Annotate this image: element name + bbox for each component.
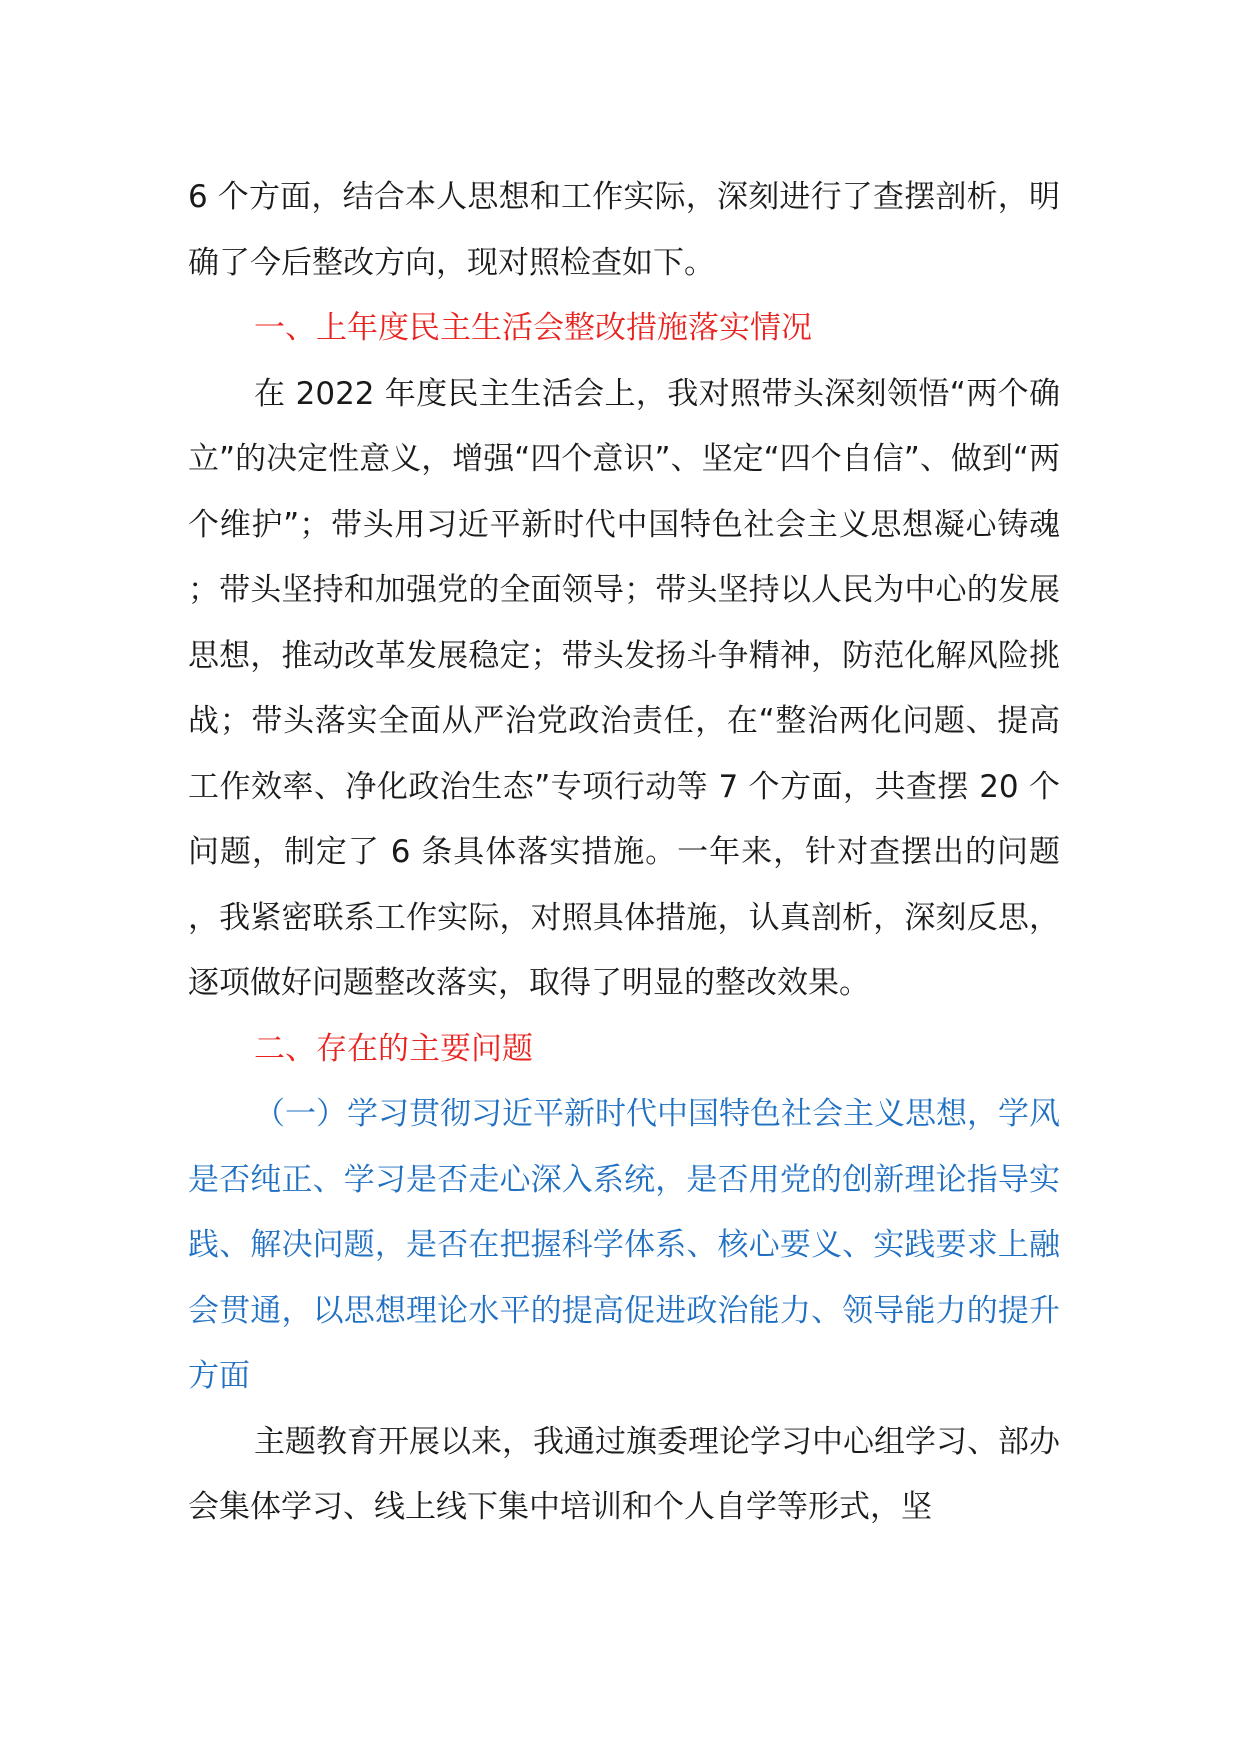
body-paragraph-study: 主题教育开展以来，我通过旗委理论学习中心组学习、部办会集体学习、线上线下集中培训和个人自学等形式，坚 [188,1423,1060,1525]
body-paragraph-intro: 6 个方面，结合本人思想和工作实际，深刻进行了查摆剖析，明确了今后整改方向，现对照检查如下。 [188,179,1060,281]
section-heading-2: 二、存在的主要问题 [254,1030,533,1067]
subsection-heading-1: （一）学习贯彻习近平新时代中国特色社会主义思想，学风是否纯正、学习是否走心深入系统，是否用党的创新理论指导实践、解决问题，是否在把握科学体系、核心要义、实践要求上融会贯通，以思想理论水平的提高促进政治能力、领导能力的提升方面 [188,1096,1060,1394]
document-page [188,165,1060,1541]
section-heading-1: 一、上年度民主生活会整改措施落实情况 [254,310,812,346]
body-paragraph-rectification: 在 2022 年度民主生活会上，我对照带头深刻领悟“两个确立”的决定性意义，增强“四个意识”、坚定“四个自信”、做到“两个维护”；带头用习近平新时代中国特色社会主义思想凝心铸魂；带头坚持和加强党的全面领导；带头坚持以人民为中心的发展思想，推动改革发展稳定；带头发扬斗争精神，防范化解风险挑战；带头落实全面从严治党政治责任，在“整治两化问题、提高工作效率、净化政治生态”专项行动等 7 个方面，共查摆 20 个问题，制定了 6 条具体落实措施。一年来，针对查摆出的问题，我紧密联系工作实际，对照具体措施，认真剖析，深刻反思，逐项做好问题整改落实，取得了明显的整改效果。 [188,375,1060,1001]
